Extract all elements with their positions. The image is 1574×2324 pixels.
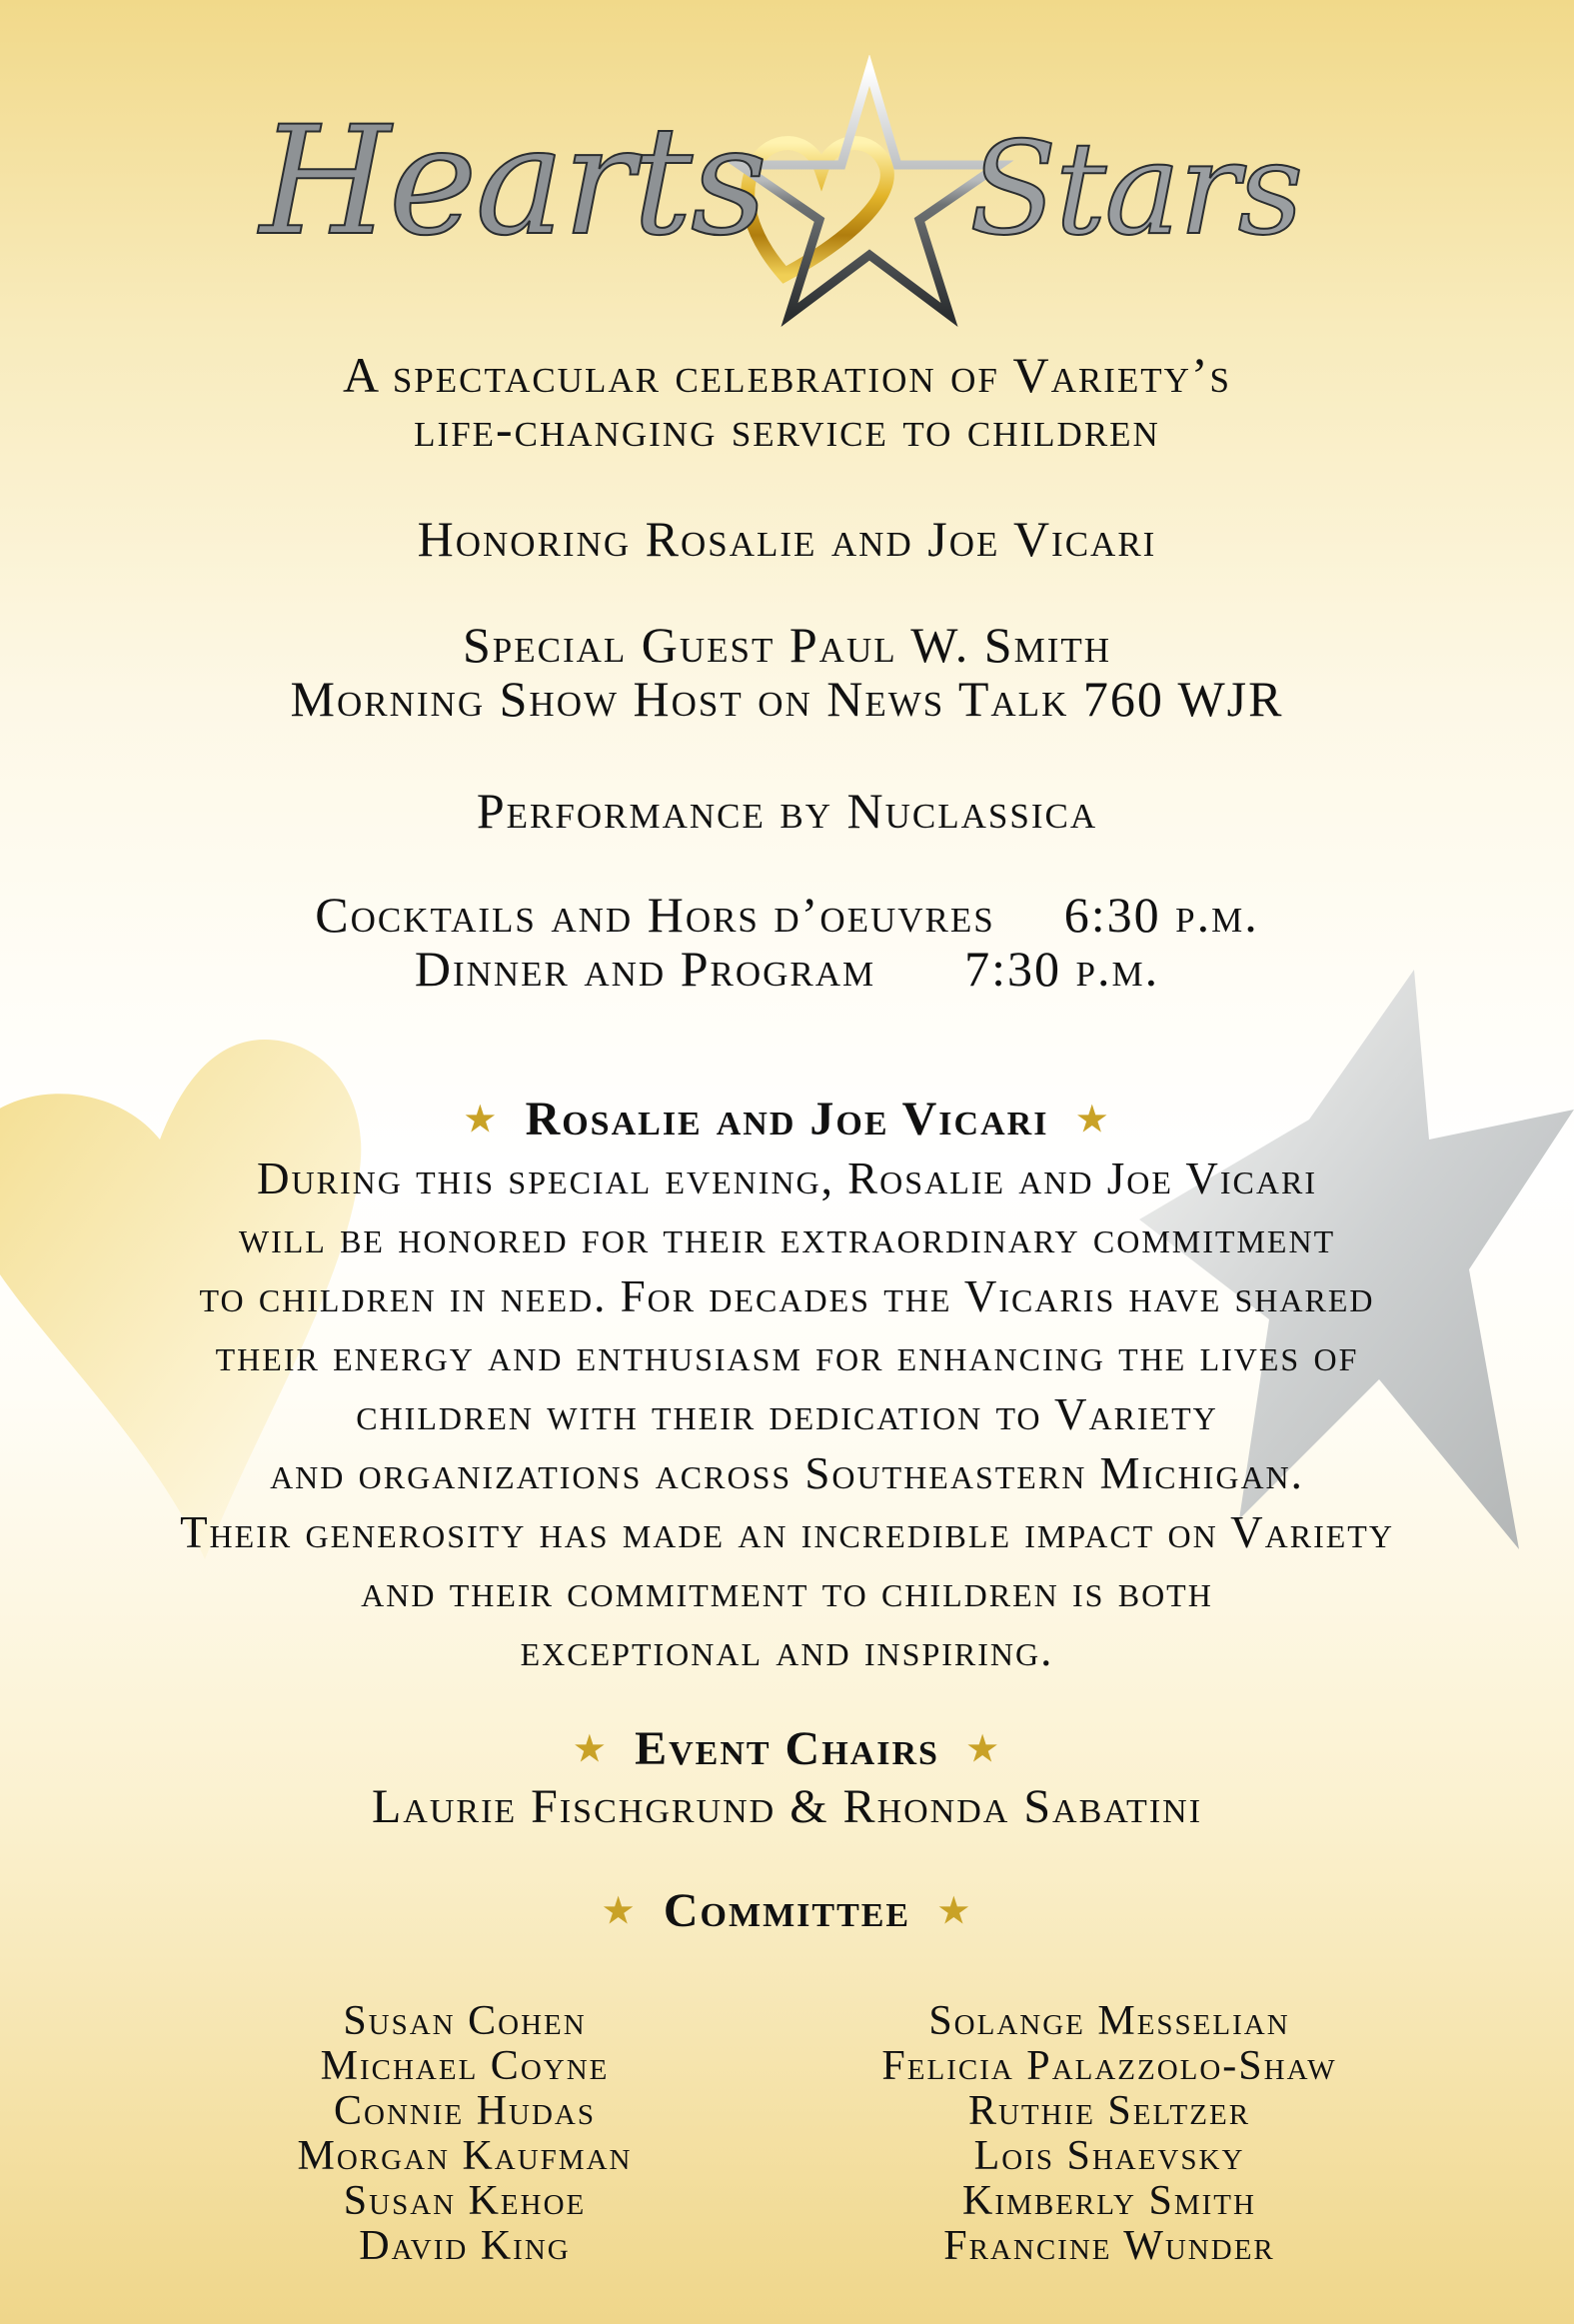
committee-member: Felicia Palazzolo-Shaw bbox=[881, 2043, 1337, 2089]
honorees-body-line: During this special evening, Rosalie and Joe Vicari bbox=[257, 1154, 1317, 1203]
honoring-line: Honoring Rosalie and Joe Vicari bbox=[417, 511, 1157, 567]
special-guest-line-1: Special Guest Paul W. Smith bbox=[462, 617, 1112, 673]
schedule-block bbox=[0, 888, 1574, 996]
committee-member: Michael Coyne bbox=[320, 2043, 610, 2089]
intro-line-1: A spectacular celebration of Variety’s bbox=[342, 347, 1231, 403]
committee-member: Connie Hudas bbox=[333, 2088, 596, 2134]
honorees-body bbox=[0, 1150, 1574, 1680]
event-chairs-names: Laurie Fischgrund & Rhonda Sabatini bbox=[371, 1780, 1203, 1833]
committee-member: David King bbox=[359, 2223, 571, 2269]
honorees-body-line: children with their dedication to Variety bbox=[356, 1389, 1218, 1439]
star-icon: ★ bbox=[465, 1102, 498, 1139]
honorees-body-line: and their commitment to children is both bbox=[361, 1566, 1213, 1616]
honorees-body-line: their energy and enthusiasm for enhancing the lives of bbox=[215, 1330, 1359, 1380]
intro-block bbox=[0, 348, 1574, 456]
committee-heading-text: Committee bbox=[663, 1884, 911, 1937]
star-icon: ★ bbox=[938, 1893, 971, 1930]
committee-member: Francine Wunder bbox=[943, 2223, 1275, 2269]
honorees-body-line: will be honored for their extraordinary commitment bbox=[238, 1212, 1336, 1262]
hearts-stars-logo bbox=[230, 55, 1349, 345]
committee-member: Ruthie Seltzer bbox=[967, 2088, 1251, 2134]
schedule-row bbox=[0, 942, 1574, 996]
committee-member: Morgan Kaufman bbox=[297, 2133, 633, 2179]
honorees-heading-text: Rosalie and Joe Vicari bbox=[525, 1093, 1049, 1146]
star-icon: ★ bbox=[1076, 1102, 1109, 1139]
committee-member: Susan Kehoe bbox=[343, 2178, 587, 2224]
honorees-body-line: exceptional and inspiring. bbox=[520, 1625, 1054, 1675]
honorees-heading bbox=[0, 1092, 1574, 1147]
committee-heading bbox=[0, 1883, 1574, 1938]
committee-right-column bbox=[809, 1999, 1409, 2269]
honorees-body-line: Their generosity has made an incredible impact on Variety bbox=[180, 1507, 1394, 1557]
logo-word-hearts: Hearts bbox=[260, 95, 766, 269]
schedule-label: Dinner and Program bbox=[414, 941, 876, 997]
committee-member: Susan Cohen bbox=[343, 1998, 587, 2044]
committee-member: Lois Shaevsky bbox=[973, 2133, 1245, 2179]
committee-left-column bbox=[165, 1999, 765, 2269]
star-icon: ★ bbox=[603, 1893, 636, 1930]
committee-member: Solange Messelian bbox=[928, 1998, 1290, 2044]
honorees-body-line: to children in need. For decades the Vicaris have shared bbox=[199, 1271, 1375, 1321]
special-guest-line-2: Morning Show Host on News Talk 760 WJR bbox=[290, 671, 1284, 727]
schedule-row bbox=[0, 888, 1574, 942]
special-guest-block bbox=[0, 618, 1574, 726]
committee-member: Kimberly Smith bbox=[962, 2178, 1256, 2224]
star-icon: ★ bbox=[574, 1731, 608, 1768]
star-icon: ★ bbox=[966, 1731, 1000, 1768]
event-chairs-heading-text: Event Chairs bbox=[635, 1722, 939, 1775]
intro-line-2: life-changing service to children bbox=[414, 401, 1160, 457]
schedule-time: 6:30 p.m. bbox=[1063, 887, 1259, 943]
honorees-body-line: and organizations across Southeastern Michigan. bbox=[270, 1448, 1304, 1498]
performance-line: Performance by Nuclassica bbox=[476, 783, 1098, 839]
schedule-time: 7:30 p.m. bbox=[964, 941, 1160, 997]
event-chairs-heading bbox=[0, 1721, 1574, 1776]
logo-word-stars: Stars bbox=[969, 115, 1302, 264]
schedule-label: Cocktails and Hors d’oeuvres bbox=[315, 887, 995, 943]
